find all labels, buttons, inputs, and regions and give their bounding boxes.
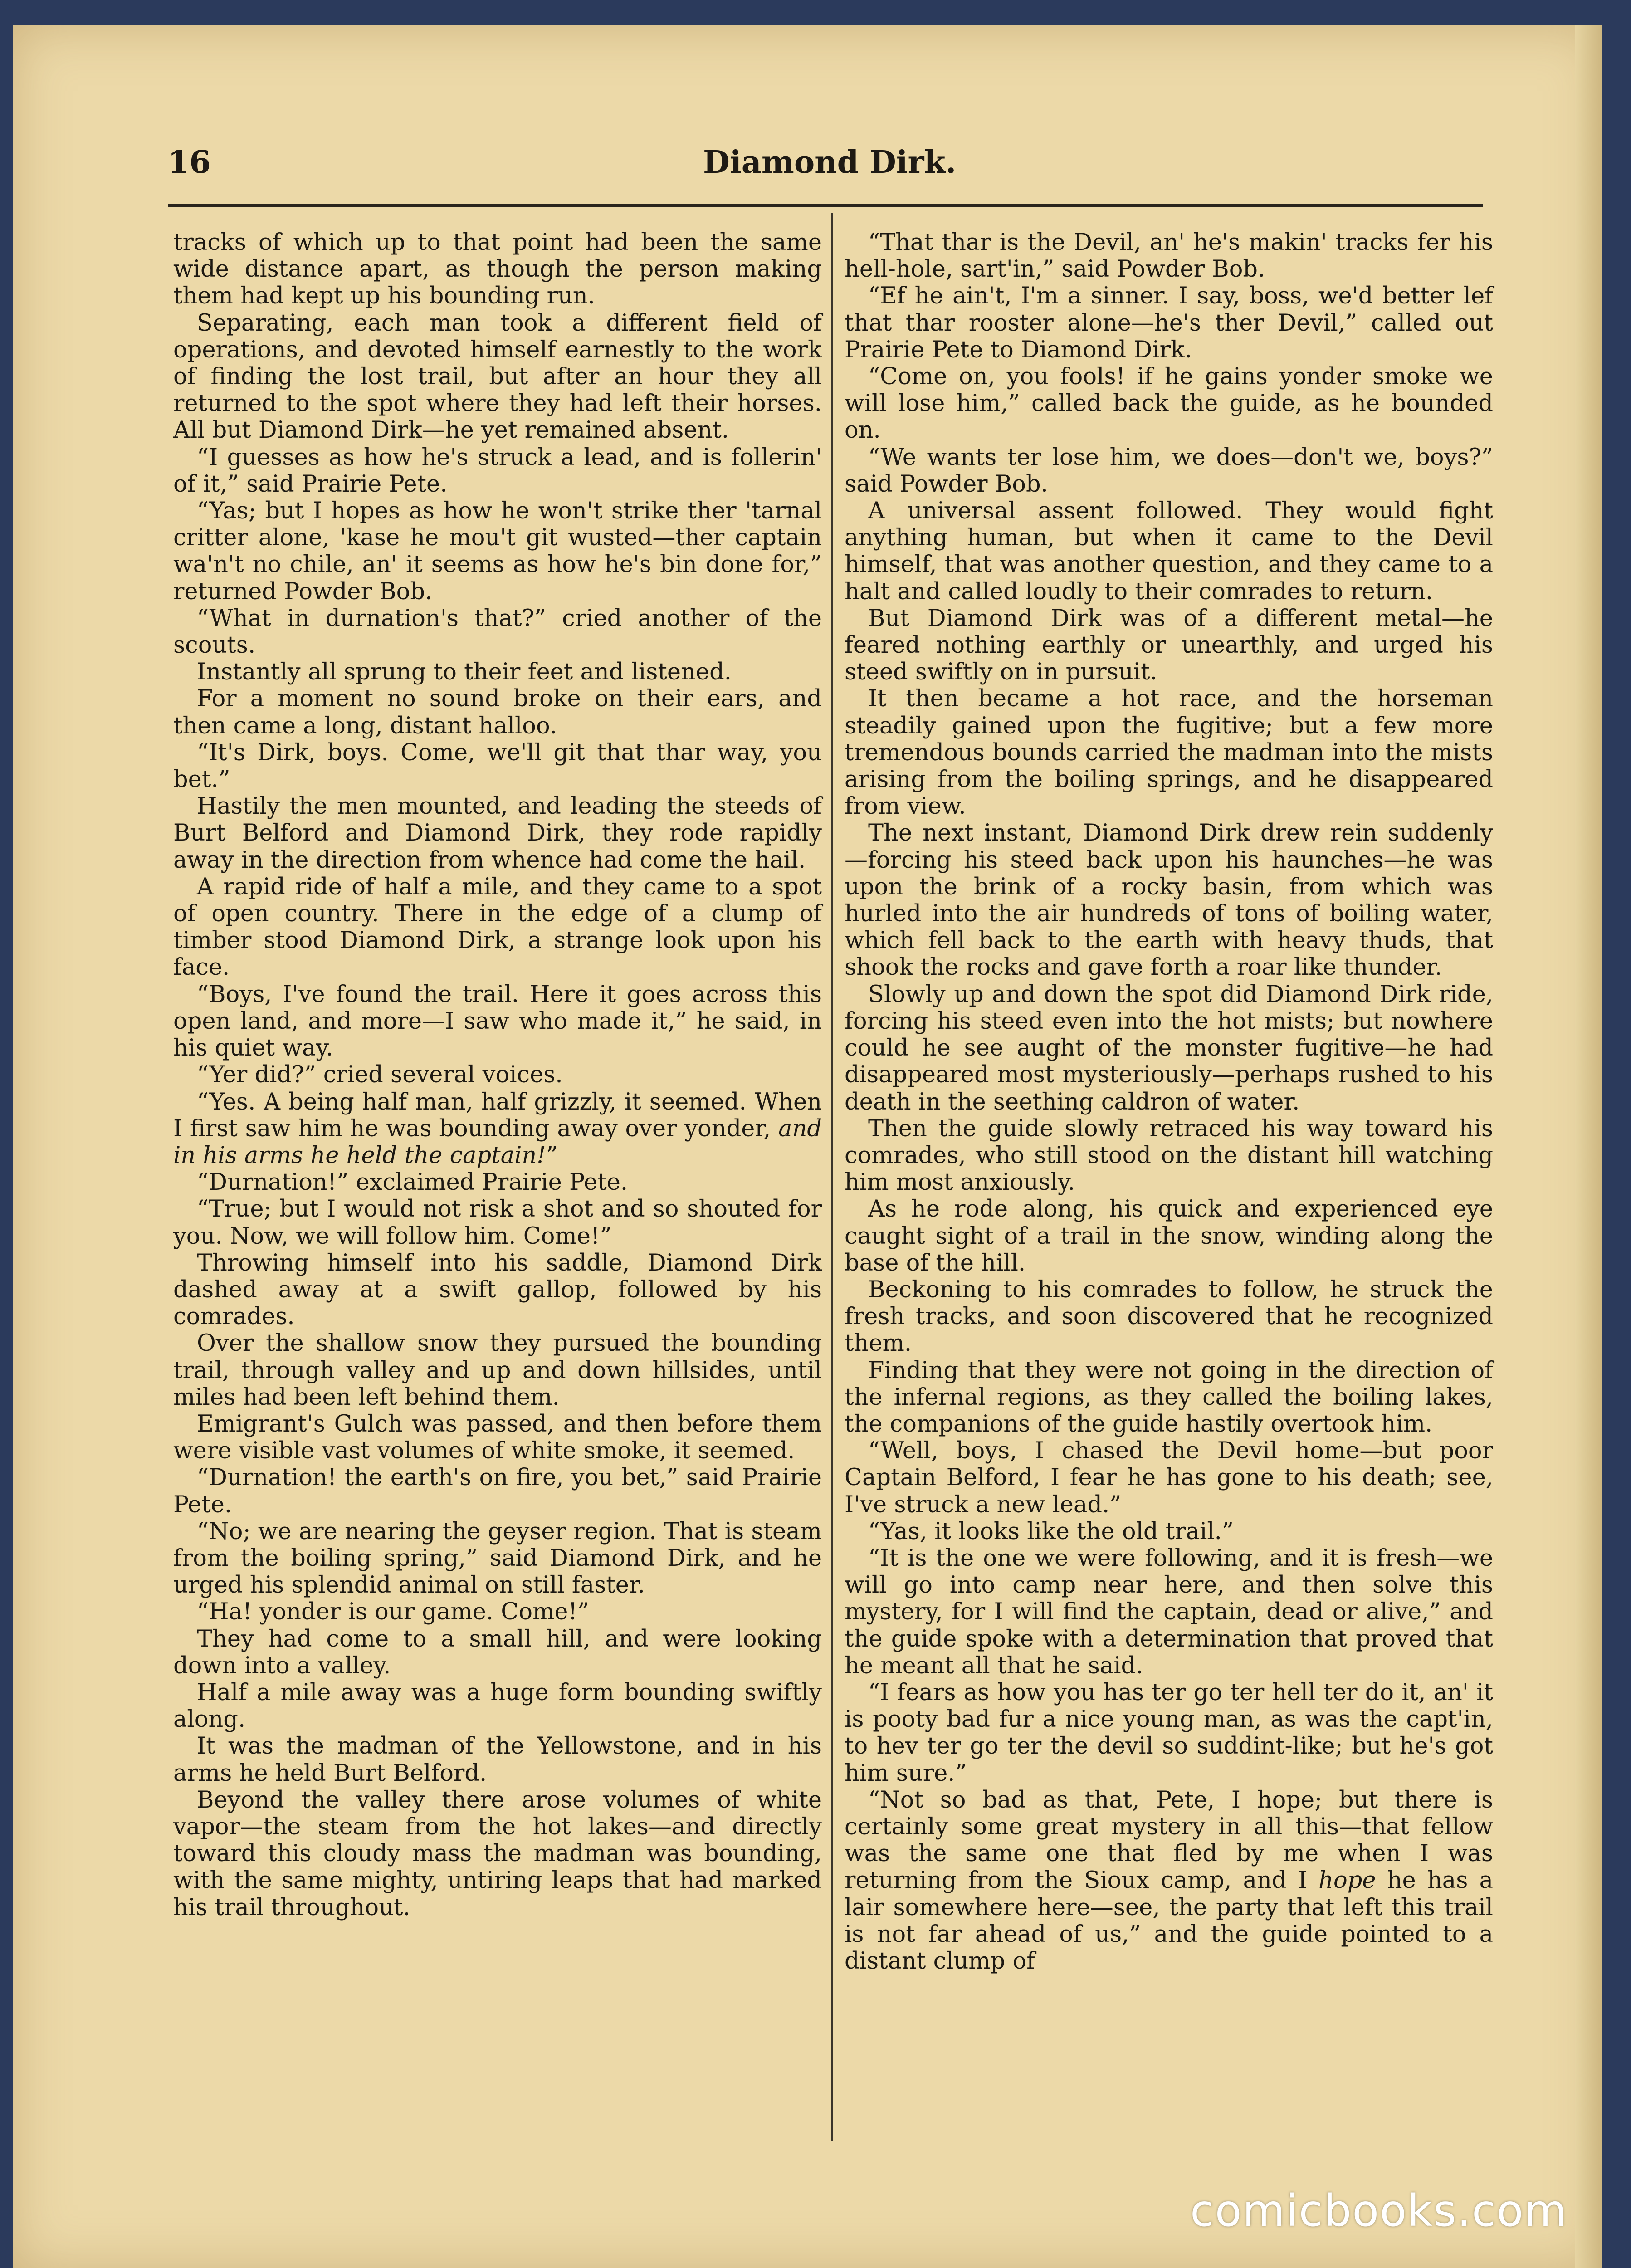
- right-column: [845, 229, 1493, 1975]
- paragraph: “No; we are nearing the geyser region. That is steam from the boiling spring,” said Diamond Dirk, and he urged his splendid animal on still faster.: [173, 1518, 822, 1599]
- page-title: Diamond Dirk.: [703, 144, 957, 181]
- paragraph: “We wants ter lose him, we does—don't we, boys?” said Powder Bob.: [845, 444, 1493, 498]
- paragraph: “That thar is the Devil, an' he's makin' tracks fer his hell-hole, sart'in,” said Powder Bob.: [845, 229, 1493, 283]
- paragraph: “Not so bad as that, Pete, I hope; but there is certainly some great mystery in all this—that fellow was the same one that fled by me when I was returning from the Sioux camp, and I hope he has a lair somewhere here—see, the party that left this trail is not far ahead of us,” and the guide pointed to a distant clump of: [845, 1786, 1493, 1975]
- paragraph: The next instant, Diamond Dirk drew rein suddenly—forcing his steed back upon his haunches—he was upon the brink of a rocky basin, from which was hurled into the air hundreds of tons of boiling water, which fell back to the earth with heavy thuds, that shook the rocks and gave forth a roar like thunder.: [845, 820, 1493, 981]
- paragraph: “Ef he ain't, I'm a sinner. I say, boss, we'd better lef that thar rooster alone—he's ther Devil,” called out Prairie Pete to Diamond Dirk.: [845, 283, 1493, 363]
- paragraph: “Come on, you fools! if he gains yonder smoke we will lose him,” called back the guide, as he bounded on.: [845, 363, 1493, 444]
- column-divider: [831, 213, 833, 2141]
- paragraph: “Ha! yonder is our game. Come!”: [197, 1598, 590, 1626]
- paragraph: Beyond the valley there arose volumes of white vapor—the steam from the hot lakes—and directly toward this cloudy mass the madman was bounding, with the same mighty, untiring leaps that had marked his trail throughout.: [173, 1786, 822, 1921]
- paragraph: They had come to a small hill, and were looking down into a valley.: [173, 1625, 822, 1679]
- paragraph: “I fears as how you has ter go ter hell ter do it, an' it is pooty bad fur a nice young man, as was the capt'in, to hev ter go ter the devil so suddint-like; but he's got him sure.”: [845, 1679, 1493, 1787]
- paragraph: Instantly all sprung to their feet and listened.: [197, 659, 732, 686]
- paragraph: Slowly up and down the spot did Diamond Dirk ride, forcing his steed even into the hot mists; but nowhere could he see aught of the monster fugitive—he had disappeared most mysteriously—perhaps rushed to his death in the seething caldron of water.: [845, 981, 1493, 1115]
- paragraph: It was the madman of the Yellowstone, and in his arms he held Burt Belford.: [173, 1733, 822, 1787]
- paragraph: “Yes. A being half man, half grizzly, it seemed. When I first saw him he was bounding away over yonder, and in his arms he held the captain!”: [173, 1088, 822, 1169]
- paragraph: “Yas; but I hopes as how he won't strike ther 'tarnal critter alone, 'kase he mou't git wusted—ther captain wa'n't no chile, an' it seems as how he's bin done for,” returned Powder Bob.: [173, 498, 822, 605]
- paragraph: It then became a hot race, and the horseman steadily gained upon the fugitive; but a few more tremendous bounds carried the madman into the mists arising from the boiling springs, and he disappeared from view.: [845, 685, 1493, 820]
- paragraph: Emigrant's Gulch was passed, and then before them were visible vast volumes of white smoke, it seemed.: [173, 1410, 822, 1465]
- paragraph: Finding that they were not going in the direction of the infernal regions, as they called the boiling lakes, the companions of the guide hastily overtook him.: [845, 1357, 1493, 1437]
- paragraph: “Yer did?” cried several voices.: [197, 1061, 563, 1089]
- paragraph: “It is the one we were following, and it is fresh—we will go into camp near here, and then solve this mystery, for I will find the captain, dead or alive,” and the guide spoke with a determination that proved that he meant all that he said.: [845, 1545, 1493, 1679]
- paragraph: Hastily the men mounted, and leading the steeds of Burt Belford and Diamond Dirk, they rode rapidly away in the direction from whence had come the hail.: [173, 793, 822, 874]
- paragraph: Then the guide slowly retraced his way toward his comrades, who still stood on the distant hill watching him most anxiously.: [845, 1115, 1493, 1196]
- paragraph: “It's Dirk, boys. Come, we'll git that thar way, you bet.”: [173, 739, 822, 793]
- paragraph: As he rode along, his quick and experienced eye caught sight of a trail in the snow, winding along the base of the hill.: [845, 1196, 1493, 1276]
- paragraph: “Boys, I've found the trail. Here it goes across this open land, and more—I saw who made it,” he said, in his quiet way.: [173, 981, 822, 1062]
- paragraph: A universal assent followed. They would fight anything human, but when it came to the Devil himself, that was another question, and they came to a halt and called loudly to their comrades to return.: [845, 498, 1493, 605]
- paragraph: “I guesses as how he's struck a lead, and is follerin' of it,” said Prairie Pete.: [173, 444, 822, 498]
- page-number: 16: [168, 144, 211, 181]
- paragraph: But Diamond Dirk was of a different metal—he feared nothing earthly or unearthly, and urged his steed swiftly on in pursuit.: [845, 605, 1493, 686]
- paragraph: tracks of which up to that point had been the same wide distance apart, as though the person making them had kept up his bounding run.: [173, 229, 822, 310]
- paragraph: Separating, each man took a different field of operations, and devoted himself earnestly to the work of finding the lost trail, but after an hour they all returned to the spot where they had left their horses. All but Diamond Dirk—he yet remained absent.: [173, 309, 822, 444]
- paragraph: A rapid ride of half a mile, and they came to a spot of open country. There in the edge of a clump of timber stood Diamond Dirk, a strange look upon his face.: [173, 873, 822, 981]
- header-rule: [168, 204, 1483, 207]
- paragraph: Over the shallow snow they pursued the bounding trail, through valley and up and down hillsides, until miles had been left behind them.: [173, 1330, 822, 1411]
- paragraph: For a moment no sound broke on their ears, and then came a long, distant halloo.: [173, 685, 822, 739]
- paragraph: “Durnation!” exclaimed Prairie Pete.: [197, 1169, 628, 1196]
- paragraph: “Well, boys, I chased the Devil home—but poor Captain Belford, I fear he has gone to his death; see, I've struck a new lead.”: [845, 1437, 1493, 1518]
- page-edge: [1575, 25, 1602, 2268]
- paragraph: “True; but I would not risk a shot and so shouted for you. Now, we will follow him. Come!”: [173, 1196, 822, 1250]
- watermark: comicbooks.com: [1190, 2185, 1568, 2236]
- paragraph: Beckoning to his comrades to follow, he struck the fresh tracks, and soon discovered that he recognized them.: [845, 1276, 1493, 1357]
- paragraph: “Yas, it looks like the old trail.”: [868, 1518, 1234, 1545]
- paragraph: “Durnation! the earth's on fire, you bet,” said Prairie Pete.: [173, 1464, 822, 1518]
- left-column: [173, 229, 822, 1921]
- paragraph: Throwing himself into his saddle, Diamond Dirk dashed away at a swift gallop, followed by his comrades.: [173, 1249, 822, 1330]
- paragraph: “What in durnation's that?” cried another of the scouts.: [173, 605, 822, 659]
- page-header: [168, 144, 1483, 199]
- paragraph: Half a mile away was a huge form bounding swiftly along.: [173, 1679, 822, 1733]
